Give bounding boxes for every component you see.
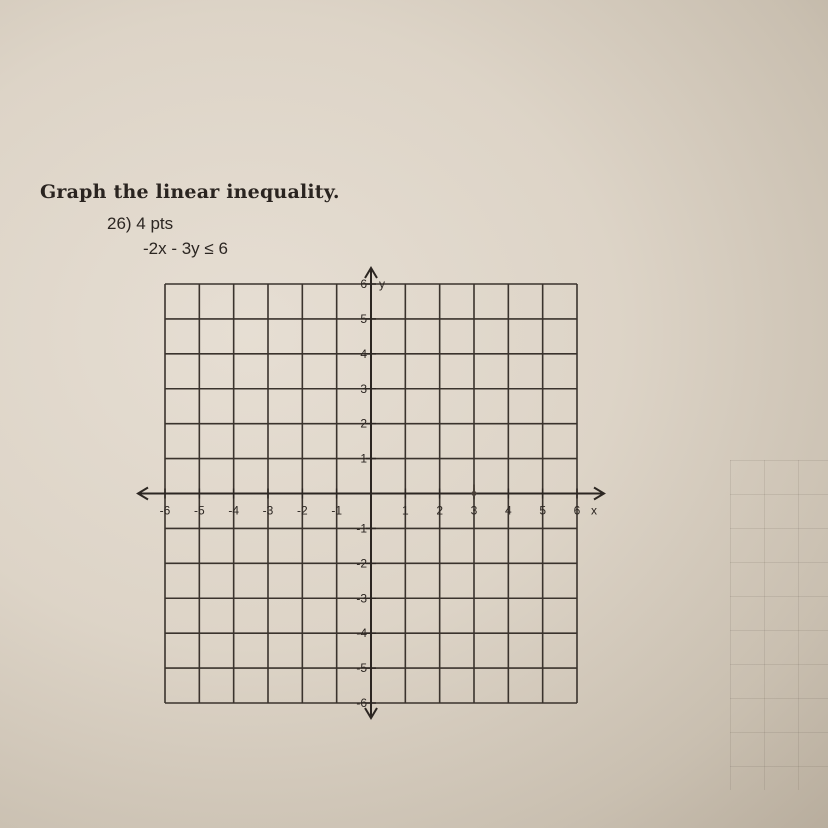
x-axis-name: x xyxy=(591,503,597,518)
x-tick-label: -5 xyxy=(193,503,205,518)
problem-number: 26) 4 pts xyxy=(107,214,174,233)
y-tick-label: -6 xyxy=(356,696,367,710)
x-tick-label: 1 xyxy=(401,503,409,518)
x-tick-label: -3 xyxy=(262,503,274,518)
x-tick-label: -1 xyxy=(331,503,343,518)
x-tick-label: 3 xyxy=(470,503,478,518)
x-tick-label: -6 xyxy=(159,503,171,518)
y-tick-label: -5 xyxy=(356,661,367,676)
y-tick-label: -2 xyxy=(356,556,367,571)
y-tick-label: 3 xyxy=(360,381,367,396)
y-tick-label: 1 xyxy=(360,451,367,466)
y-axis-name: y xyxy=(379,277,385,291)
x-tick-label: -4 xyxy=(228,503,240,518)
plotted-points xyxy=(472,485,477,500)
y-tick-label: 5 xyxy=(360,311,367,326)
y-tick-label: 2 xyxy=(360,416,367,431)
x-tick-label: 4 xyxy=(504,503,512,518)
x-tick-label: 2 xyxy=(436,503,444,518)
y-tick-label: -1 xyxy=(356,521,367,536)
y-tick-label: -3 xyxy=(356,591,367,606)
y-tick-label: -4 xyxy=(356,626,367,641)
plotted-point xyxy=(472,491,477,496)
x-tick-label: 5 xyxy=(539,503,547,518)
y-tick-label: 6 xyxy=(360,277,367,291)
y-tick-label: 4 xyxy=(360,346,367,361)
x-tick-label: 6 xyxy=(573,503,581,518)
worksheet-heading: Graph the linear inequality. xyxy=(40,181,340,203)
axes xyxy=(138,268,604,718)
inequality-expression: -2x - 3y ≤ 6 xyxy=(143,239,228,258)
x-tick-label: -2 xyxy=(296,503,308,518)
